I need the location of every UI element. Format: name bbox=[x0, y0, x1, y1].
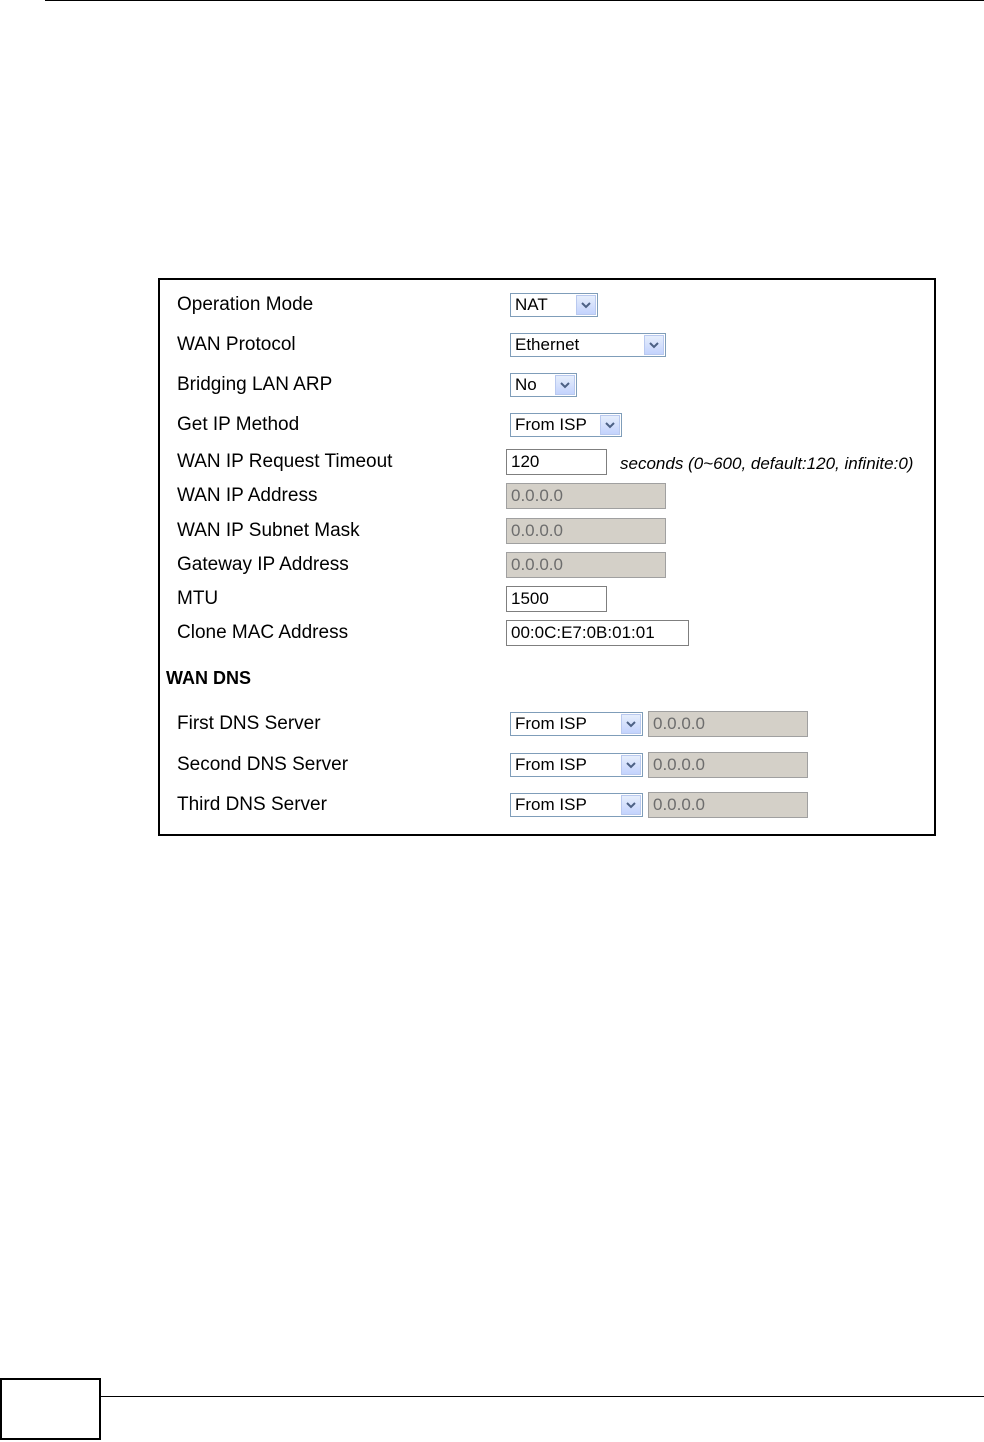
clone-mac-label: Clone MAC Address bbox=[177, 622, 349, 643]
first-dns-label: First DNS Server bbox=[177, 713, 321, 734]
wan-ip-address-input[interactable]: 0.0.0.0 bbox=[506, 483, 666, 509]
third-dns-ip-input[interactable]: 0.0.0.0 bbox=[648, 792, 808, 818]
request-timeout-label: WAN IP Request Timeout bbox=[177, 451, 393, 472]
bridging-lan-arp-value: No bbox=[515, 375, 537, 394]
chevron-down-icon bbox=[621, 714, 641, 734]
chevron-down-icon bbox=[621, 795, 641, 815]
chevron-down-icon bbox=[576, 295, 596, 315]
wan-protocol-value: Ethernet bbox=[515, 335, 580, 354]
second-dns-mode-value: From ISP bbox=[515, 755, 587, 774]
request-timeout-input[interactable]: 120 bbox=[506, 449, 607, 475]
clone-mac-input[interactable]: 00:0C:E7:0B:01:01 bbox=[506, 620, 689, 646]
gateway-ip-label: Gateway IP Address bbox=[177, 554, 349, 575]
footer-rule bbox=[100, 1396, 984, 1397]
first-dns-mode-value: From ISP bbox=[515, 714, 587, 733]
wan-settings-panel bbox=[158, 278, 936, 836]
first-dns-mode-select[interactable] bbox=[510, 712, 643, 736]
operation-mode-select[interactable] bbox=[510, 293, 598, 317]
bridging-lan-arp-select[interactable] bbox=[510, 373, 577, 397]
chevron-down-icon bbox=[644, 335, 664, 355]
request-timeout-hint: seconds (0~600, default:120, infinite:0) bbox=[620, 454, 914, 473]
bridging-lan-arp-label: Bridging LAN ARP bbox=[177, 374, 333, 395]
chevron-down-icon bbox=[621, 755, 641, 775]
operation-mode-value: NAT bbox=[515, 295, 548, 314]
wan-dns-title: WAN DNS bbox=[166, 668, 251, 688]
mtu-input[interactable]: 1500 bbox=[506, 586, 607, 612]
mtu-label: MTU bbox=[177, 588, 219, 609]
third-dns-mode-value: From ISP bbox=[515, 795, 587, 814]
chevron-down-icon bbox=[600, 415, 620, 435]
second-dns-ip-input[interactable]: 0.0.0.0 bbox=[648, 752, 808, 778]
get-ip-method-select[interactable] bbox=[510, 413, 622, 437]
get-ip-method-label: Get IP Method bbox=[177, 414, 300, 435]
operation-mode-label: Operation Mode bbox=[177, 294, 314, 315]
wan-ip-address-label: WAN IP Address bbox=[177, 485, 318, 506]
second-dns-label: Second DNS Server bbox=[177, 754, 349, 775]
third-dns-label: Third DNS Server bbox=[177, 794, 327, 815]
subnet-mask-input[interactable]: 0.0.0.0 bbox=[506, 518, 666, 544]
page-number-box bbox=[0, 1378, 101, 1440]
subnet-mask-label: WAN IP Subnet Mask bbox=[177, 520, 360, 541]
get-ip-method-value: From ISP bbox=[515, 415, 587, 434]
wan-protocol-label: WAN Protocol bbox=[177, 334, 296, 355]
gateway-ip-input[interactable]: 0.0.0.0 bbox=[506, 552, 666, 578]
second-dns-mode-select[interactable] bbox=[510, 753, 643, 777]
first-dns-ip-input[interactable]: 0.0.0.0 bbox=[648, 711, 808, 737]
third-dns-mode-select[interactable] bbox=[510, 793, 643, 817]
wan-protocol-select[interactable] bbox=[510, 333, 666, 357]
header-rule bbox=[45, 0, 984, 1]
chevron-down-icon bbox=[555, 375, 575, 395]
